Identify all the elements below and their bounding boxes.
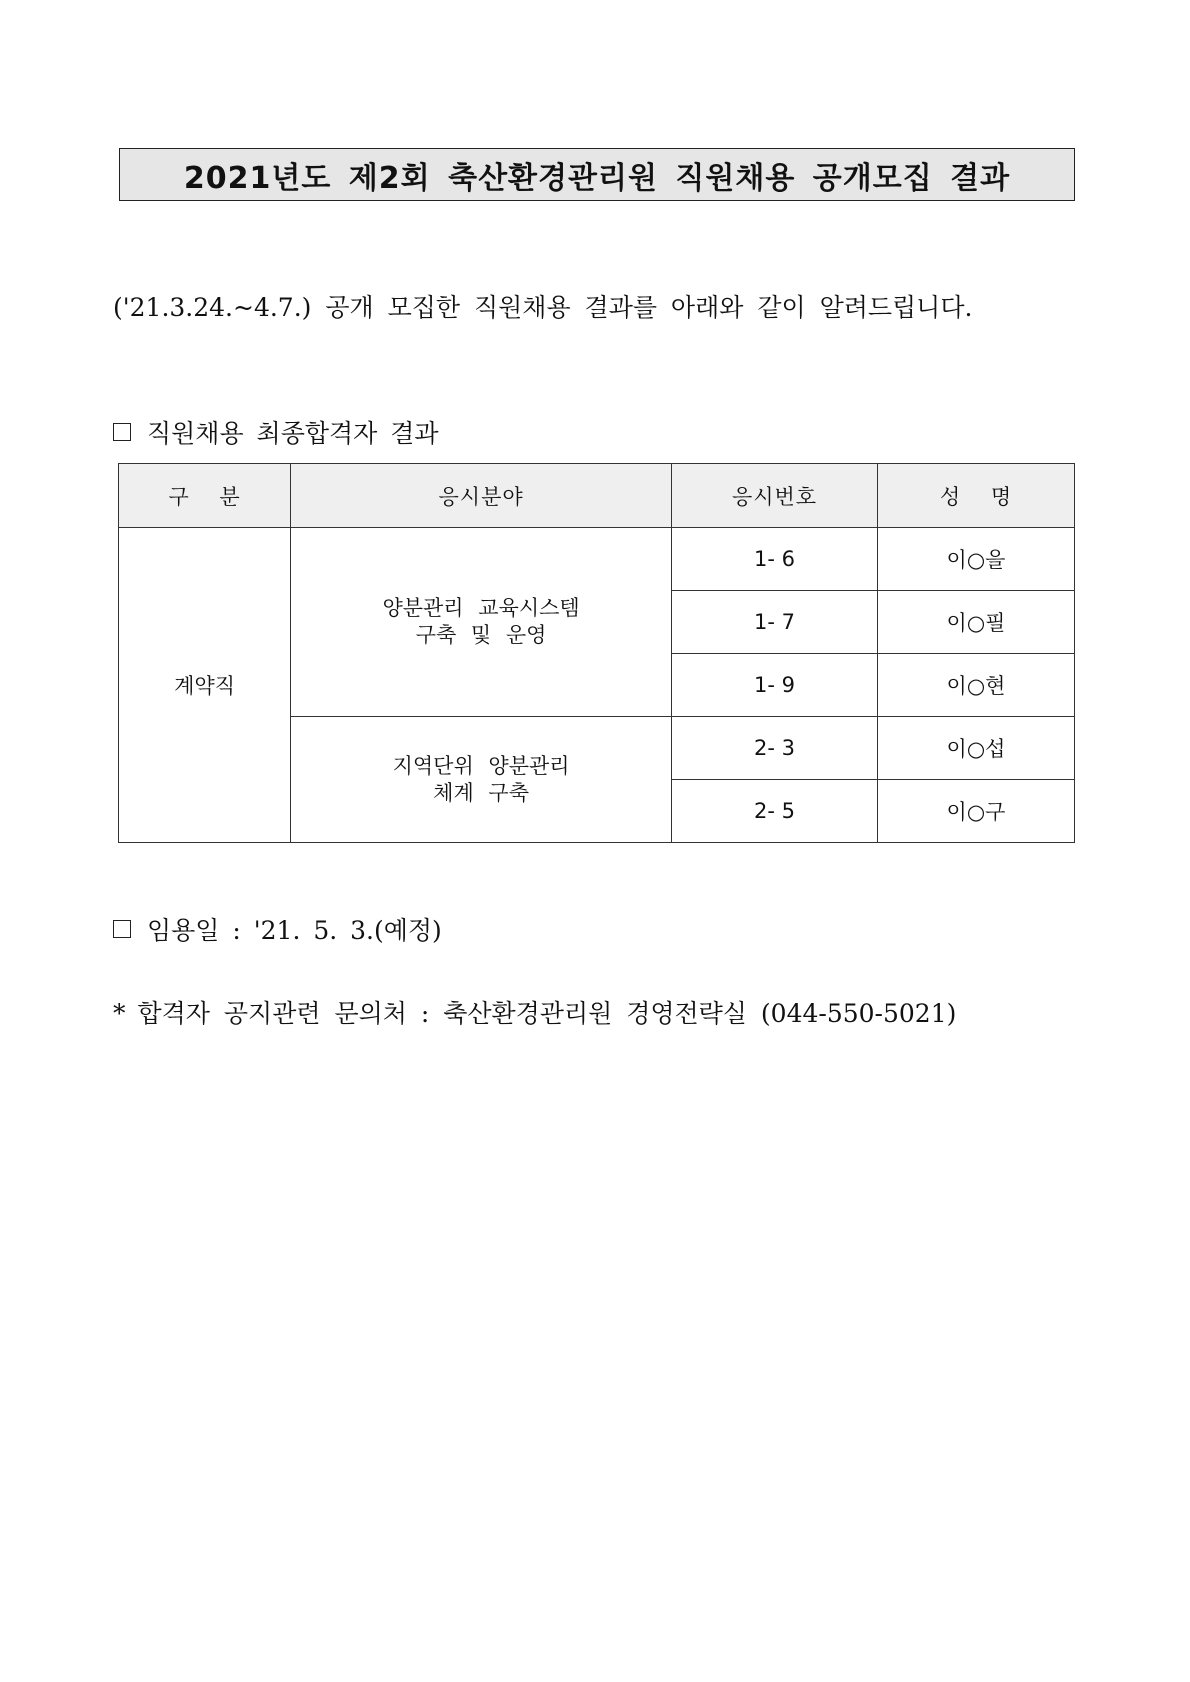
asterisk-marker: * — [113, 999, 126, 1028]
field-label: 양분관리 교육시스템 구축 및 운영 — [382, 596, 580, 647]
results-section-heading — [113, 414, 439, 450]
contact-note — [113, 994, 956, 1030]
header-number: 응시번호 — [672, 464, 878, 528]
name-cell: 이○필 — [877, 591, 1074, 654]
square-bullet-icon — [113, 423, 131, 441]
table-header-row — [119, 464, 1075, 528]
category-cell: 계약직 — [119, 528, 291, 843]
results-table — [118, 463, 1075, 843]
name-cell: 이○현 — [877, 654, 1074, 717]
square-bullet-icon — [113, 920, 131, 938]
number-cell: 2- 5 — [672, 780, 878, 843]
document-title: 2021년도 제2회 축산환경관리원 직원채용 공개모집 결과 — [183, 160, 1011, 196]
number-cell: 2- 3 — [672, 717, 878, 780]
name-cell: 이○을 — [877, 528, 1074, 591]
field-cell — [291, 717, 672, 843]
contact-note-text: 합격자 공지관련 문의처 : 축산환경관리원 경영전략실 (044-550-5021) — [137, 999, 957, 1028]
header-name: 성 명 — [877, 464, 1074, 528]
name-cell: 이○섭 — [877, 717, 1074, 780]
number-cell: 1- 9 — [672, 654, 878, 717]
number-cell: 1- 6 — [672, 528, 878, 591]
appointment-label: 임용일 : '21. 5. 3.(예정) — [147, 916, 442, 945]
table-row — [119, 528, 1075, 591]
header-field: 응시분야 — [291, 464, 672, 528]
name-cell: 이○구 — [877, 780, 1074, 843]
results-section-label: 직원채용 최종합격자 결과 — [147, 419, 439, 448]
appointment-section — [113, 911, 442, 947]
document-title-box — [119, 148, 1075, 201]
number-cell: 1- 7 — [672, 591, 878, 654]
intro-text: ('21.3.24.~4.7.) 공개 모집한 직원채용 결과를 아래와 같이 알려드립니다. — [113, 293, 973, 322]
header-category: 구 분 — [119, 464, 291, 528]
field-label: 지역단위 양분관리 체계 구축 — [392, 753, 570, 805]
field-cell — [291, 528, 672, 717]
